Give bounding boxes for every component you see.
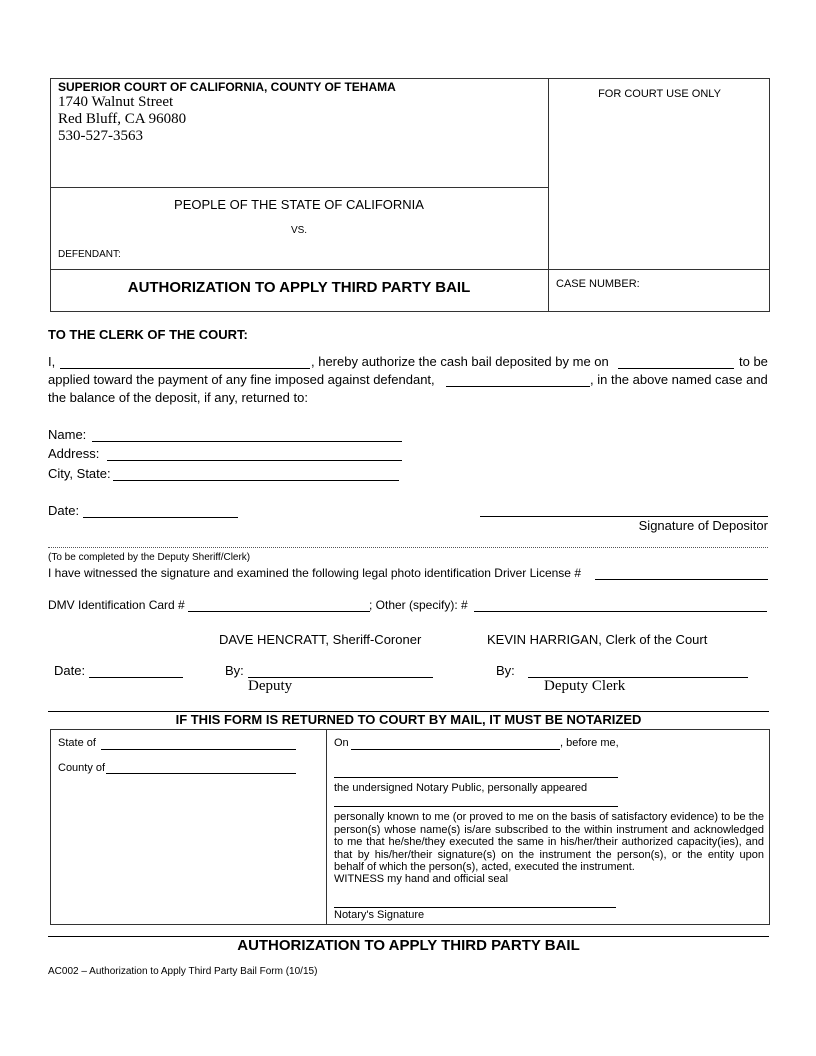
undersigned-text: the undersigned Notary Public, personally appeared	[334, 782, 588, 794]
witness-text: I have witnessed the signature and examined the following legal photo identification Driver License #	[48, 566, 581, 580]
witness-seal-text: WITNESS my hand and official seal	[334, 873, 509, 885]
depositor-signature-line[interactable]	[480, 516, 768, 517]
county-label: County of	[58, 762, 106, 774]
form-title: AUTHORIZATION TO APPLY THIRD PARTY BAIL	[127, 279, 471, 296]
para-authorize: , hereby authorize the cash bail deposited by me on	[311, 354, 609, 369]
vs-label: VS.	[290, 225, 308, 236]
notary-signature-label: Notary's Signature	[334, 909, 425, 921]
on-label: On	[334, 737, 349, 749]
notary-heading: IF THIS FORM IS RETURNED TO COURT BY MAIL, IT MUST BE NOTARIZED	[175, 712, 642, 727]
dmv-id-line[interactable]	[188, 611, 370, 612]
para-applied: applied toward the payment of any fine imposed against defendant,	[48, 372, 435, 387]
court-address-line2: Red Bluff, CA 96080	[58, 111, 187, 127]
appeared-name-line[interactable]	[334, 806, 618, 807]
county-line[interactable]	[106, 773, 296, 774]
sheriff-name: DAVE HENCRATT, Sheriff-Coroner	[219, 632, 422, 647]
other-label: ; Other (specify): #	[369, 598, 468, 612]
deputy-date-label: Date:	[54, 663, 86, 678]
personally-known-text: personally known to me (or proved to me on the basis of satisfactory evidence) to be the person(s) whose name(s) is/are subscribed to the within instrument and acknowledged to me that he/she/they executed the same in his/her/their authorized capacity(ies), and that by his/her/their signature(s) on the instrument the person(s), or the entity upon behalf of which the person(s), acted, executed the instrument.	[334, 811, 764, 873]
notary-divider	[326, 729, 327, 925]
form-code: AC002 – Authorization to Apply Third Party Bail Form (10/15)	[48, 966, 318, 977]
name-label: Name:	[48, 427, 87, 442]
header-divider-1	[50, 187, 548, 188]
driver-license-line[interactable]	[595, 579, 768, 580]
by-label-clerk: By:	[496, 663, 515, 678]
address-line[interactable]	[107, 460, 402, 461]
para-to-be: to be	[739, 354, 768, 369]
state-line[interactable]	[101, 749, 296, 750]
court-address-line1: 1740 Walnut Street	[58, 94, 174, 110]
notary-signature-line[interactable]	[334, 907, 616, 908]
clerk-name: KEVIN HARRIGAN, Clerk of the Court	[487, 632, 708, 647]
header-divider-2	[50, 269, 770, 270]
name-line[interactable]	[92, 441, 402, 442]
defendant-label: DEFENDANT:	[58, 249, 121, 260]
para-balance: the balance of the deposit, if any, returned to:	[48, 390, 308, 405]
state-label: State of	[58, 737, 96, 749]
deposit-date-line[interactable]	[618, 368, 734, 369]
to-clerk-heading: TO THE CLERK OF THE COURT:	[48, 327, 248, 342]
before-me-label: , before me,	[560, 737, 619, 749]
deputy-clerk-label: Deputy Clerk	[544, 678, 626, 694]
defendant-name-line[interactable]	[446, 386, 590, 387]
date-line[interactable]	[83, 517, 238, 518]
date-label: Date:	[48, 503, 80, 518]
city-state-line[interactable]	[113, 480, 399, 481]
case-number-label: CASE NUMBER:	[556, 278, 640, 290]
para-above: , in the above named case and	[590, 372, 768, 387]
deputy-label: Deputy	[248, 678, 293, 694]
notary-name-line[interactable]	[334, 777, 618, 778]
by-label-sheriff: By:	[225, 663, 244, 678]
deputy-note: (To be completed by the Deputy Sheriff/Clerk)	[48, 552, 251, 563]
plaintiff-name: PEOPLE OF THE STATE OF CALIFORNIA	[174, 197, 424, 212]
deputy-date-line[interactable]	[89, 677, 183, 678]
dmv-label: DMV Identification Card #	[48, 598, 185, 612]
signature-depositor-label: Signature of Depositor	[638, 518, 768, 533]
dotted-separator	[48, 547, 768, 548]
city-state-label: City, State:	[48, 466, 111, 481]
on-date-line[interactable]	[351, 749, 560, 750]
court-use-label: FOR COURT USE ONLY	[598, 88, 721, 100]
court-name: SUPERIOR COURT OF CALIFORNIA, COUNTY OF TEHAMA	[58, 80, 396, 94]
footer-title: AUTHORIZATION TO APPLY THIRD PARTY BAIL	[237, 937, 580, 954]
para-i: I,	[48, 354, 56, 369]
other-id-line[interactable]	[474, 611, 767, 612]
header-divider-vertical	[548, 78, 549, 312]
depositor-name-line[interactable]	[60, 368, 310, 369]
address-label: Address:	[48, 446, 100, 461]
court-phone: 530-527-3563	[58, 128, 143, 144]
